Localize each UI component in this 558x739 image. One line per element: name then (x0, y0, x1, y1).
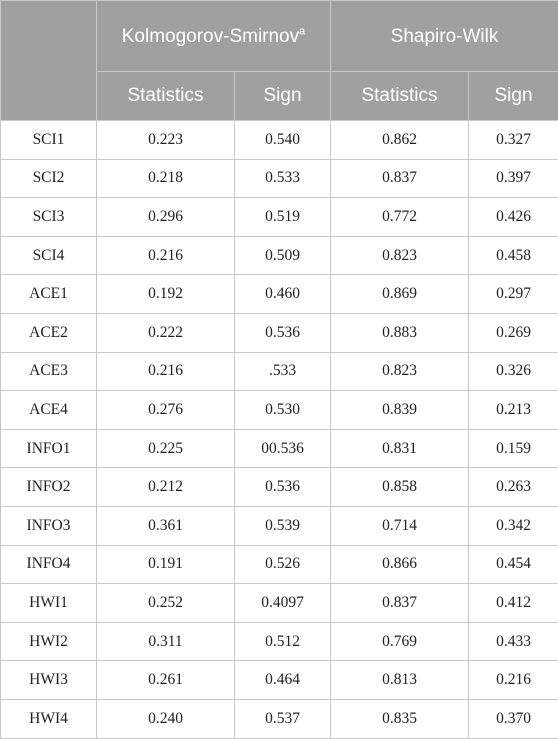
sw-statistic-cell: 0.772 (331, 198, 469, 237)
ks-statistic-cell: 0.216 (97, 352, 235, 391)
ks-statistic-cell: 0.311 (97, 622, 235, 661)
row-label: SCI2 (1, 159, 97, 198)
sw-sign-cell: 0.397 (469, 159, 558, 198)
table-row (1, 198, 558, 237)
ks-sign-cell: 0.4097 (235, 584, 331, 623)
ks-sign-cell: 0.526 (235, 545, 331, 584)
ks-sign-cell: 0.539 (235, 506, 331, 545)
sw-sign-cell: 0.327 (469, 121, 558, 160)
sw-sign-cell: 0.213 (469, 391, 558, 430)
ks-sign-cell: 0.540 (235, 121, 331, 160)
row-label: HWI4 (1, 699, 97, 738)
table-row (1, 352, 558, 391)
ks-sign-cell: 0.536 (235, 468, 331, 507)
sw-statistic-cell: 0.837 (331, 159, 469, 198)
row-label: INFO1 (1, 429, 97, 468)
ks-sign-cell: 0.464 (235, 661, 331, 700)
row-label: SCI3 (1, 198, 97, 237)
sw-sign-cell: 0.326 (469, 352, 558, 391)
table-row (1, 313, 558, 352)
sw-statistic-cell: 0.823 (331, 236, 469, 275)
ks-sign-cell: .533 (235, 352, 331, 391)
ks-sign-cell: 0.519 (235, 198, 331, 237)
sw-statistic-cell: 0.858 (331, 468, 469, 507)
sw-statistic-cell: 0.866 (331, 545, 469, 584)
sw-statistic-cell: 0.831 (331, 429, 469, 468)
ks-statistic-cell: 0.225 (97, 429, 235, 468)
ks-statistic-cell: 0.218 (97, 159, 235, 198)
sw-sign-cell: 0.458 (469, 236, 558, 275)
table-row (1, 159, 558, 198)
table-row (1, 236, 558, 275)
table-row (1, 506, 558, 545)
sw-sign-cell: 0.370 (469, 699, 558, 738)
sw-statistic-cell: 0.813 (331, 661, 469, 700)
sw-sign-cell: 0.412 (469, 584, 558, 623)
shapiro-wilk-header: Shapiro-Wilk (331, 1, 558, 72)
table-row (1, 468, 558, 507)
table-row (1, 391, 558, 430)
ks-statistic-cell: 0.192 (97, 275, 235, 314)
ks-statistic-cell: 0.261 (97, 661, 235, 700)
row-label: INFO2 (1, 468, 97, 507)
table-row (1, 121, 558, 160)
ks-header-text: Kolmogorov-Smirnov (122, 26, 299, 47)
ks-sign-cell: 0.537 (235, 699, 331, 738)
sw-sign-cell: 0.454 (469, 545, 558, 584)
sw-sign-cell: 0.216 (469, 661, 558, 700)
table-row (1, 699, 558, 738)
ks-statistic-cell: 0.361 (97, 506, 235, 545)
ks-header-footnote-mark: a (299, 25, 305, 37)
sw-sign-cell: 0.433 (469, 622, 558, 661)
sw-sign-cell: 0.269 (469, 313, 558, 352)
ks-statistic-cell: 0.216 (97, 236, 235, 275)
table-row (1, 429, 558, 468)
table-row (1, 545, 558, 584)
row-label: SCI1 (1, 121, 97, 160)
ks-sign-cell: 00.536 (235, 429, 331, 468)
ks-sign-header: Sign (235, 72, 331, 121)
row-label: ACE3 (1, 352, 97, 391)
sw-sign-cell: 0.159 (469, 429, 558, 468)
table-row (1, 275, 558, 314)
row-label: ACE2 (1, 313, 97, 352)
ks-statistic-cell: 0.252 (97, 584, 235, 623)
sw-statistic-cell: 0.839 (331, 391, 469, 430)
sw-sign-cell: 0.342 (469, 506, 558, 545)
ks-sign-cell: 0.460 (235, 275, 331, 314)
sw-statistic-cell: 0.823 (331, 352, 469, 391)
ks-statistics-header: Statistics (97, 72, 235, 121)
table-header (1, 1, 558, 121)
ks-statistic-cell: 0.223 (97, 121, 235, 160)
ks-sign-cell: 0.530 (235, 391, 331, 430)
sw-statistic-cell: 0.837 (331, 584, 469, 623)
table-row (1, 622, 558, 661)
ks-sign-cell: 0.536 (235, 313, 331, 352)
ks-statistic-cell: 0.212 (97, 468, 235, 507)
row-label: HWI1 (1, 584, 97, 623)
sw-statistic-cell: 0.714 (331, 506, 469, 545)
sw-sign-header: Sign (469, 72, 558, 121)
row-label: INFO4 (1, 545, 97, 584)
table-body (1, 121, 558, 739)
ks-sign-cell: 0.533 (235, 159, 331, 198)
row-label: INFO3 (1, 506, 97, 545)
ks-sign-cell: 0.512 (235, 622, 331, 661)
ks-statistic-cell: 0.296 (97, 198, 235, 237)
sw-sign-cell: 0.426 (469, 198, 558, 237)
sw-statistic-cell: 0.883 (331, 313, 469, 352)
table-row (1, 584, 558, 623)
sw-statistic-cell: 0.869 (331, 275, 469, 314)
sw-sign-cell: 0.297 (469, 275, 558, 314)
table-row (1, 661, 558, 700)
row-label: HWI2 (1, 622, 97, 661)
ks-statistic-cell: 0.222 (97, 313, 235, 352)
sw-statistic-cell: 0.769 (331, 622, 469, 661)
ks-statistic-cell: 0.276 (97, 391, 235, 430)
kolmogorov-smirnov-header (97, 1, 331, 72)
sw-statistic-cell: 0.835 (331, 699, 469, 738)
ks-statistic-cell: 0.191 (97, 545, 235, 584)
row-label: ACE4 (1, 391, 97, 430)
ks-sign-cell: 0.509 (235, 236, 331, 275)
row-label-header (1, 1, 97, 121)
sw-statistic-cell: 0.862 (331, 121, 469, 160)
sw-sign-cell: 0.263 (469, 468, 558, 507)
row-label: ACE1 (1, 275, 97, 314)
row-label: SCI4 (1, 236, 97, 275)
sw-statistics-header: Statistics (331, 72, 469, 121)
ks-statistic-cell: 0.240 (97, 699, 235, 738)
row-label: HWI3 (1, 661, 97, 700)
